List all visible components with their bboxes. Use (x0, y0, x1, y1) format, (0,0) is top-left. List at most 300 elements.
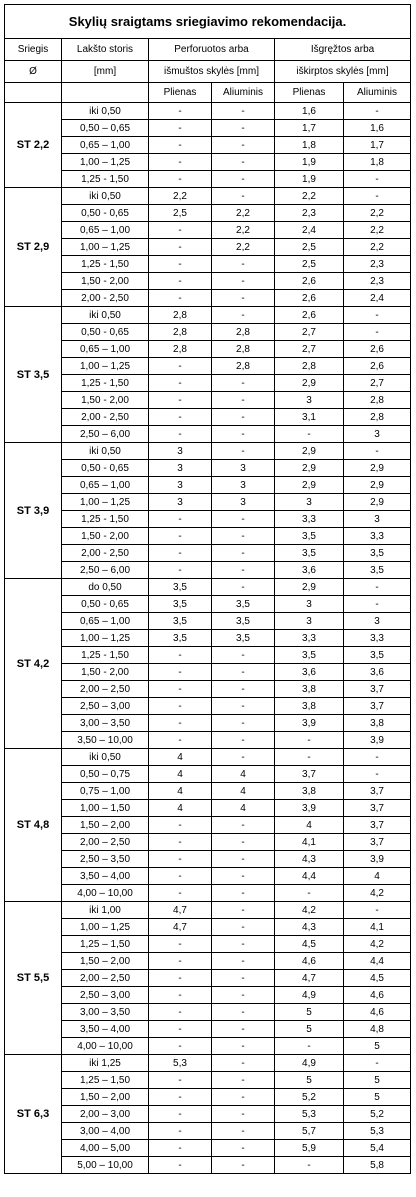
drilled-steel-cell: 5,9 (275, 1140, 344, 1157)
perforated-aluminium-cell: 3 (212, 460, 275, 477)
perforated-steel-cell: - (149, 1089, 212, 1106)
perforated-aluminium-cell: - (212, 732, 275, 749)
drilled-steel-cell: - (275, 426, 344, 443)
table-row (5, 613, 411, 630)
perforated-aluminium-cell: - (212, 137, 275, 154)
drilled-aluminium-cell: 5,2 (344, 1106, 411, 1123)
perforated-aluminium-cell: - (212, 1038, 275, 1055)
perforated-aluminium-cell: 2,8 (212, 358, 275, 375)
sheet-thickness-cell: 2,50 – 6,00 (62, 562, 149, 579)
sheet-thickness-cell: 2,50 – 3,00 (62, 698, 149, 715)
table-row (5, 341, 411, 358)
perforated-aluminium-cell: - (212, 409, 275, 426)
drilled-aluminium-cell: 2,2 (344, 239, 411, 256)
drilled-aluminium-cell: - (344, 324, 411, 341)
header-aluminium-perforated: Aliuminis (212, 83, 275, 103)
perforated-aluminium-cell: 3 (212, 494, 275, 511)
perforated-steel-cell: - (149, 545, 212, 562)
drilled-aluminium-cell: 1,8 (344, 154, 411, 171)
perforated-steel-cell: - (149, 970, 212, 987)
sheet-thickness-cell: 0,65 – 1,00 (62, 341, 149, 358)
drilled-steel-cell: 3,3 (275, 630, 344, 647)
drilled-steel-cell: 2,7 (275, 341, 344, 358)
perforated-steel-cell: 4 (149, 766, 212, 783)
table-row (5, 647, 411, 664)
recommendation-sheet (4, 4, 410, 1174)
drilled-aluminium-cell: 1,6 (344, 120, 411, 137)
perforated-steel-cell: 3,5 (149, 613, 212, 630)
drilled-aluminium-cell: - (344, 443, 411, 460)
table-row (5, 375, 411, 392)
table-row (5, 1157, 411, 1174)
drilled-steel-cell: 3,8 (275, 783, 344, 800)
perforated-steel-cell: 4,7 (149, 919, 212, 936)
perforated-steel-cell: - (149, 664, 212, 681)
sheet-thickness-cell: 0,50 - 0,65 (62, 596, 149, 613)
table-row (5, 987, 411, 1004)
table-row (5, 137, 411, 154)
table-row (5, 1004, 411, 1021)
drilled-steel-cell: 3,8 (275, 698, 344, 715)
drilled-steel-cell: 4,1 (275, 834, 344, 851)
table-row (5, 171, 411, 188)
drilled-aluminium-cell: 2,6 (344, 341, 411, 358)
sheet-thickness-cell: 1,00 – 1,25 (62, 494, 149, 511)
drilled-aluminium-cell: 5,8 (344, 1157, 411, 1174)
perforated-steel-cell: - (149, 256, 212, 273)
drilled-aluminium-cell: 4,6 (344, 1004, 411, 1021)
perforated-steel-cell: 2,8 (149, 341, 212, 358)
drilled-aluminium-cell: 2,6 (344, 358, 411, 375)
drilled-aluminium-cell: - (344, 171, 411, 188)
header-thread-diameter: Ø (5, 61, 62, 83)
perforated-aluminium-cell: - (212, 103, 275, 120)
drilled-aluminium-cell: 4 (344, 868, 411, 885)
drilled-aluminium-cell: 3,3 (344, 528, 411, 545)
perforated-aluminium-cell: - (212, 715, 275, 732)
perforated-steel-cell: 5,3 (149, 1055, 212, 1072)
table-row (5, 545, 411, 562)
sheet-thickness-cell: 2,00 - 2,50 (62, 545, 149, 562)
table-row (5, 477, 411, 494)
perforated-aluminium-cell: - (212, 953, 275, 970)
table-row (5, 426, 411, 443)
header-empty-cell (5, 83, 62, 103)
perforated-aluminium-cell: 4 (212, 800, 275, 817)
sheet-thickness-cell: 1,50 – 2,00 (62, 817, 149, 834)
perforated-steel-cell: 2,2 (149, 188, 212, 205)
sheet-thickness-cell: 1,00 – 1,25 (62, 239, 149, 256)
perforated-steel-cell: 2,5 (149, 205, 212, 222)
sheet-thickness-cell: 2,00 – 2,50 (62, 834, 149, 851)
perforated-steel-cell: - (149, 239, 212, 256)
sheet-thickness-cell: iki 0,50 (62, 749, 149, 766)
perforated-steel-cell: - (149, 120, 212, 137)
drilled-steel-cell: 2,2 (275, 188, 344, 205)
drilled-steel-cell: 2,3 (275, 205, 344, 222)
sheet-thickness-cell: 0,65 – 1,00 (62, 613, 149, 630)
drilled-steel-cell: 5 (275, 1072, 344, 1089)
perforated-steel-cell: - (149, 953, 212, 970)
perforated-steel-cell: - (149, 851, 212, 868)
sheet-thickness-cell: 1,25 - 1,50 (62, 647, 149, 664)
perforated-aluminium-cell: - (212, 647, 275, 664)
perforated-steel-cell: - (149, 715, 212, 732)
drilled-steel-cell: 2,6 (275, 273, 344, 290)
drilled-aluminium-cell: 4,1 (344, 919, 411, 936)
perforated-steel-cell: - (149, 1072, 212, 1089)
sheet-thickness-cell: 1,25 - 1,50 (62, 256, 149, 273)
perforated-aluminium-cell: - (212, 307, 275, 324)
perforated-aluminium-cell: - (212, 970, 275, 987)
table-row (5, 851, 411, 868)
perforated-steel-cell: - (149, 511, 212, 528)
screw-size-cell: ST 4,2 (5, 579, 62, 749)
sheet-thickness-cell: 1,00 – 1,25 (62, 919, 149, 936)
screw-size-cell: ST 2,9 (5, 188, 62, 307)
perforated-steel-cell: - (149, 834, 212, 851)
drilled-aluminium-cell: 3,7 (344, 834, 411, 851)
table-row (5, 460, 411, 477)
drilled-aluminium-cell: - (344, 579, 411, 596)
sheet-thickness-cell: 1,25 – 1,50 (62, 1072, 149, 1089)
table-row (5, 919, 411, 936)
table-row (5, 222, 411, 239)
perforated-aluminium-cell: - (212, 1106, 275, 1123)
perforated-aluminium-cell: - (212, 1021, 275, 1038)
table-row (5, 103, 411, 120)
drilled-steel-cell: 3 (275, 613, 344, 630)
perforated-steel-cell: - (149, 1123, 212, 1140)
drilled-steel-cell: 1,6 (275, 103, 344, 120)
drilled-aluminium-cell: 4,8 (344, 1021, 411, 1038)
perforated-steel-cell: 3,5 (149, 630, 212, 647)
sheet-thickness-cell: 2,00 – 2,50 (62, 970, 149, 987)
sheet-thickness-cell: 3,00 – 4,00 (62, 1123, 149, 1140)
drilled-steel-cell: 4,5 (275, 936, 344, 953)
drilled-aluminium-cell: 5 (344, 1072, 411, 1089)
perforated-aluminium-cell: - (212, 392, 275, 409)
table-row (5, 1021, 411, 1038)
perforated-aluminium-cell: 3 (212, 477, 275, 494)
table-row (5, 783, 411, 800)
drilled-steel-cell: 4,3 (275, 851, 344, 868)
drilled-aluminium-cell: 2,7 (344, 375, 411, 392)
perforated-aluminium-cell: - (212, 834, 275, 851)
table-row (5, 256, 411, 273)
drilled-steel-cell: 2,9 (275, 579, 344, 596)
sheet-thickness-cell: 2,50 – 3,00 (62, 987, 149, 1004)
drilled-aluminium-cell: 1,7 (344, 137, 411, 154)
perforated-aluminium-cell: - (212, 375, 275, 392)
drilled-steel-cell: 2,9 (275, 477, 344, 494)
perforated-steel-cell: 3 (149, 443, 212, 460)
perforated-steel-cell: 4 (149, 749, 212, 766)
drilled-steel-cell: 2,6 (275, 290, 344, 307)
table-row (5, 307, 411, 324)
perforated-aluminium-cell: 2,8 (212, 341, 275, 358)
drilled-steel-cell: 4,7 (275, 970, 344, 987)
sheet-thickness-cell: iki 0,50 (62, 188, 149, 205)
perforated-steel-cell: 3 (149, 494, 212, 511)
sheet-thickness-cell: 3,00 – 3,50 (62, 715, 149, 732)
perforated-aluminium-cell: - (212, 698, 275, 715)
perforated-aluminium-cell: - (212, 579, 275, 596)
drilled-aluminium-cell: 3,5 (344, 647, 411, 664)
sheet-thickness-cell: 1,25 - 1,50 (62, 511, 149, 528)
perforated-steel-cell: - (149, 1140, 212, 1157)
perforated-aluminium-cell: - (212, 664, 275, 681)
sheet-thickness-cell: 1,50 - 2,00 (62, 273, 149, 290)
perforated-aluminium-cell: - (212, 1055, 275, 1072)
perforated-aluminium-cell: - (212, 987, 275, 1004)
drilled-aluminium-cell: - (344, 1055, 411, 1072)
drilled-steel-cell: - (275, 1038, 344, 1055)
perforated-steel-cell: - (149, 392, 212, 409)
screw-size-cell: ST 3,9 (5, 443, 62, 579)
sheet-thickness-cell: 0,65 – 1,00 (62, 477, 149, 494)
drilled-aluminium-cell: 3,7 (344, 817, 411, 834)
drilled-steel-cell: 1,9 (275, 154, 344, 171)
drilled-aluminium-cell: 3,3 (344, 630, 411, 647)
drilled-aluminium-cell: 5,3 (344, 1123, 411, 1140)
table-row (5, 902, 411, 919)
perforated-aluminium-cell: - (212, 868, 275, 885)
perforated-steel-cell: - (149, 868, 212, 885)
header-aluminium-drilled: Aliuminis (344, 83, 411, 103)
sheet-thickness-cell: 1,50 - 2,00 (62, 664, 149, 681)
table-row (5, 715, 411, 732)
sheet-thickness-cell: 3,50 – 10,00 (62, 732, 149, 749)
perforated-steel-cell: - (149, 103, 212, 120)
drilled-steel-cell: 4 (275, 817, 344, 834)
drilled-steel-cell: 3,5 (275, 647, 344, 664)
table-row (5, 868, 411, 885)
sheet-thickness-cell: 4,00 – 10,00 (62, 885, 149, 902)
sheet-thickness-cell: 1,50 - 2,00 (62, 528, 149, 545)
perforated-aluminium-cell: - (212, 681, 275, 698)
perforated-steel-cell: - (149, 273, 212, 290)
table-row (5, 664, 411, 681)
drilled-steel-cell: 3,9 (275, 800, 344, 817)
perforated-aluminium-cell: 3,5 (212, 596, 275, 613)
drilled-aluminium-cell: - (344, 188, 411, 205)
drilled-aluminium-cell: 2,8 (344, 392, 411, 409)
drilled-steel-cell: 3,6 (275, 562, 344, 579)
perforated-aluminium-cell: - (212, 562, 275, 579)
sheet-thickness-cell: iki 0,50 (62, 307, 149, 324)
header-thread: Sriegis (5, 39, 62, 61)
drilled-aluminium-cell: 4,2 (344, 885, 411, 902)
sheet-thickness-cell: 0,50 - 0,65 (62, 324, 149, 341)
drilled-steel-cell: 2,6 (275, 307, 344, 324)
header-sheet-thickness: Lakšto storis (62, 39, 149, 61)
sheet-thickness-cell: 0,50 – 0,75 (62, 766, 149, 783)
perforated-steel-cell: - (149, 409, 212, 426)
sheet-thickness-cell: 5,00 – 10,00 (62, 1157, 149, 1174)
drilled-aluminium-cell: - (344, 596, 411, 613)
sheet-thickness-cell: 1,50 – 2,00 (62, 953, 149, 970)
sheet-thickness-cell: 0,50 - 0,65 (62, 460, 149, 477)
perforated-aluminium-cell: 2,2 (212, 205, 275, 222)
header-drilled-line2: iškirptos skylės [mm] (275, 61, 411, 83)
perforated-aluminium-cell: - (212, 171, 275, 188)
perforated-aluminium-cell: 2,8 (212, 324, 275, 341)
perforated-aluminium-cell: - (212, 885, 275, 902)
drilled-aluminium-cell: - (344, 902, 411, 919)
sheet-thickness-cell: 1,25 – 1,50 (62, 936, 149, 953)
drilled-aluminium-cell: 2,4 (344, 290, 411, 307)
drilled-aluminium-cell: 2,3 (344, 273, 411, 290)
table-row (5, 766, 411, 783)
perforated-aluminium-cell: - (212, 1004, 275, 1021)
drilled-aluminium-cell: 4,5 (344, 970, 411, 987)
perforated-aluminium-cell: - (212, 273, 275, 290)
sheet-thickness-cell: iki 0,50 (62, 443, 149, 460)
drilled-aluminium-cell: - (344, 103, 411, 120)
table-row (5, 188, 411, 205)
drilled-aluminium-cell: 5 (344, 1089, 411, 1106)
sheet-thickness-cell: 1,50 - 2,00 (62, 392, 149, 409)
drilled-steel-cell: 3 (275, 392, 344, 409)
perforated-steel-cell: 4 (149, 783, 212, 800)
perforated-steel-cell: 3 (149, 460, 212, 477)
drilled-aluminium-cell: 3,7 (344, 681, 411, 698)
perforated-steel-cell: - (149, 1038, 212, 1055)
sheet-thickness-cell: 4,00 – 10,00 (62, 1038, 149, 1055)
drilled-steel-cell: 2,5 (275, 239, 344, 256)
table-row (5, 834, 411, 851)
table-row (5, 392, 411, 409)
drilled-aluminium-cell: 3,7 (344, 698, 411, 715)
perforated-aluminium-cell: - (212, 749, 275, 766)
sheet-thickness-cell: 2,00 - 2,50 (62, 409, 149, 426)
drilled-steel-cell: 5 (275, 1004, 344, 1021)
sheet-thickness-cell: 3,00 – 3,50 (62, 1004, 149, 1021)
drilled-aluminium-cell: - (344, 749, 411, 766)
table-row (5, 154, 411, 171)
perforated-aluminium-cell: - (212, 851, 275, 868)
drilled-steel-cell: 3,5 (275, 528, 344, 545)
table-row (5, 579, 411, 596)
table-row (5, 1106, 411, 1123)
drilled-steel-cell: 3,3 (275, 511, 344, 528)
table-row (5, 698, 411, 715)
table-row (5, 953, 411, 970)
drilled-steel-cell: 1,9 (275, 171, 344, 188)
perforated-aluminium-cell: - (212, 545, 275, 562)
drilled-steel-cell: 3,9 (275, 715, 344, 732)
perforated-aluminium-cell: - (212, 1140, 275, 1157)
table-body (5, 103, 411, 1174)
perforated-steel-cell: 4 (149, 800, 212, 817)
screw-size-cell: ST 3,5 (5, 307, 62, 443)
drilled-steel-cell: 4,3 (275, 919, 344, 936)
drilled-steel-cell: 2,9 (275, 375, 344, 392)
perforated-steel-cell: 3,5 (149, 596, 212, 613)
perforated-steel-cell: - (149, 1106, 212, 1123)
header-steel-drilled: Plienas (275, 83, 344, 103)
table-row (5, 290, 411, 307)
sheet-thickness-cell: 2,50 – 3,50 (62, 851, 149, 868)
drilled-steel-cell: 2,5 (275, 256, 344, 273)
perforated-steel-cell: 2,8 (149, 307, 212, 324)
perforated-steel-cell: - (149, 528, 212, 545)
sheet-thickness-cell: 0,50 - 0,65 (62, 205, 149, 222)
perforated-aluminium-cell: - (212, 817, 275, 834)
table-row (5, 324, 411, 341)
drilled-steel-cell: 4,2 (275, 902, 344, 919)
drilled-steel-cell: 4,4 (275, 868, 344, 885)
perforated-steel-cell: 4,7 (149, 902, 212, 919)
drilled-aluminium-cell: 5 (344, 1038, 411, 1055)
drilled-steel-cell: 3,5 (275, 545, 344, 562)
drilled-steel-cell: 3,7 (275, 766, 344, 783)
sheet-thickness-cell: do 0,50 (62, 579, 149, 596)
drilled-steel-cell: 3 (275, 494, 344, 511)
drilled-steel-cell: 2,9 (275, 460, 344, 477)
drilled-steel-cell: 2,8 (275, 358, 344, 375)
table-row (5, 970, 411, 987)
perforated-steel-cell: 3 (149, 477, 212, 494)
perforated-steel-cell: - (149, 681, 212, 698)
perforated-steel-cell: - (149, 222, 212, 239)
perforated-aluminium-cell: - (212, 120, 275, 137)
drilled-aluminium-cell: 3,5 (344, 562, 411, 579)
drilled-steel-cell: 5,3 (275, 1106, 344, 1123)
drilled-steel-cell: - (275, 732, 344, 749)
sheet-thickness-cell: 2,00 - 2,50 (62, 290, 149, 307)
drilled-aluminium-cell: 3,9 (344, 732, 411, 749)
thread-hole-table (4, 4, 411, 1174)
drilled-aluminium-cell: 3,7 (344, 800, 411, 817)
perforated-steel-cell: - (149, 137, 212, 154)
perforated-aluminium-cell: 2,2 (212, 222, 275, 239)
perforated-steel-cell: - (149, 698, 212, 715)
table-row (5, 885, 411, 902)
table-row (5, 596, 411, 613)
drilled-aluminium-cell: 3 (344, 511, 411, 528)
perforated-steel-cell: - (149, 562, 212, 579)
header-perforated-line1: Perforuotos arba (149, 39, 275, 61)
perforated-steel-cell: - (149, 885, 212, 902)
perforated-aluminium-cell: - (212, 290, 275, 307)
table-row (5, 681, 411, 698)
table-row (5, 732, 411, 749)
perforated-aluminium-cell: - (212, 528, 275, 545)
perforated-aluminium-cell: - (212, 1089, 275, 1106)
perforated-steel-cell: - (149, 1157, 212, 1174)
sheet-thickness-cell: 4,00 – 5,00 (62, 1140, 149, 1157)
drilled-aluminium-cell: 3,8 (344, 715, 411, 732)
drilled-steel-cell: 5,7 (275, 1123, 344, 1140)
table-row (5, 409, 411, 426)
perforated-steel-cell: - (149, 1004, 212, 1021)
perforated-steel-cell: - (149, 290, 212, 307)
drilled-steel-cell: 3,6 (275, 664, 344, 681)
sheet-thickness-cell: 1,25 - 1,50 (62, 171, 149, 188)
sheet-thickness-cell: 2,50 – 6,00 (62, 426, 149, 443)
sheet-thickness-cell: 1,00 – 1,25 (62, 630, 149, 647)
table-row (5, 1055, 411, 1072)
drilled-steel-cell: 1,7 (275, 120, 344, 137)
perforated-aluminium-cell: - (212, 443, 275, 460)
perforated-steel-cell: - (149, 987, 212, 1004)
drilled-aluminium-cell: 2,3 (344, 256, 411, 273)
drilled-steel-cell: - (275, 1157, 344, 1174)
sheet-thickness-cell: 1,00 – 1,25 (62, 154, 149, 171)
sheet-thickness-cell: 1,25 - 1,50 (62, 375, 149, 392)
